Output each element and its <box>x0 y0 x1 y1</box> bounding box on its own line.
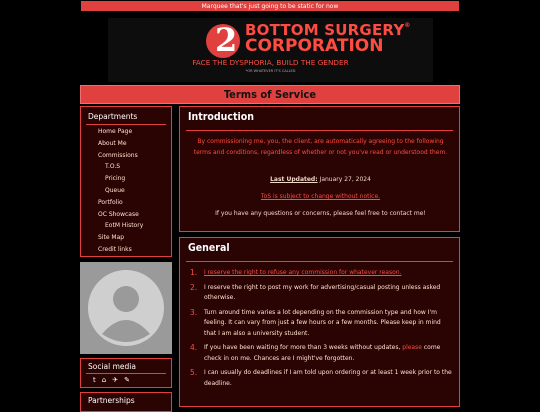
page-title: Terms of Service <box>80 85 460 104</box>
sidebar-item-site-map[interactable]: Site Map <box>98 234 125 242</box>
home-icon[interactable]: ⌂ <box>101 376 113 384</box>
list-item <box>190 368 452 389</box>
list-item <box>190 343 452 364</box>
general-terms-list <box>190 268 452 389</box>
avatar-placeholder-icon <box>80 262 172 354</box>
fine-print: *OR WHATEVER IT'S CALLED <box>245 69 296 73</box>
divider <box>86 124 166 125</box>
sidebar-item-home-page[interactable]: Home Page <box>98 128 133 135</box>
brand-name <box>245 23 411 55</box>
divider <box>86 373 166 374</box>
contact-text: If you have any questions or concerns, please feel free to contact me! <box>215 210 426 217</box>
brand-line2: CORPORATION <box>245 36 384 56</box>
social-media-panel <box>80 358 172 388</box>
sidebar-item-pricing[interactable]: Pricing <box>105 175 126 183</box>
tumblr-icon[interactable]: t <box>93 376 102 384</box>
item-text: I reserve the right to refuse any commission for whatever reason. <box>204 269 402 276</box>
introduction-title: Introduction <box>188 111 254 123</box>
sidebar-item-portfolio[interactable]: Portfolio <box>98 198 123 206</box>
list-item <box>190 268 452 279</box>
brush-icon[interactable]: ✎ <box>124 376 136 384</box>
departments-title: Departments <box>88 112 138 121</box>
sidebar-item-queue[interactable]: Queue <box>105 186 125 194</box>
header-banner[interactable] <box>108 18 433 82</box>
item-number: 2. <box>190 282 198 292</box>
item-text: If you have been waiting for more than 3 weeks without updates, <box>204 344 403 351</box>
partnerships-panel <box>80 392 172 412</box>
last-updated <box>190 175 451 186</box>
brand-line1: BOTTOM SURGERY <box>245 21 405 39</box>
introduction-panel <box>179 106 460 232</box>
change-notice: ToS is subject to change without notice. <box>260 193 381 200</box>
item-number: 3. <box>190 307 198 317</box>
item-text: Turn around time varies a lot depending on the commission type and how I'm feeling. It can vary from just a few hours or a few months. Please keep in mind that I am also a university student. <box>204 308 441 337</box>
departments-list <box>81 126 173 256</box>
divider <box>186 261 453 262</box>
list-item <box>190 308 452 340</box>
sidebar-item-about-me[interactable]: About Me <box>98 139 127 147</box>
social-title: Social media <box>88 362 136 371</box>
marquee: Marquee that's just going to be static for now <box>80 0 460 12</box>
item-text: I reserve the right to post my work for advertising/casual posting unless asked otherwise. <box>204 283 441 301</box>
last-updated-label: Last Updated: <box>270 176 318 183</box>
list-item <box>190 283 452 304</box>
logo-number: 2 <box>215 21 238 59</box>
sidebar-item-commissions[interactable]: Commissions <box>98 151 138 159</box>
highlight-text: please <box>402 344 422 351</box>
item-number: 4. <box>190 343 198 352</box>
sidebar-item-oc-showcase[interactable]: OC Showcase <box>98 210 139 218</box>
social-icons <box>93 376 136 384</box>
general-panel <box>179 237 460 407</box>
item-text: I can usually do deadlines if I am told upon ordering or at least 1 week prior to the deadline. <box>204 369 452 387</box>
general-title: General <box>188 242 230 254</box>
bird-icon[interactable]: ✈ <box>112 376 125 384</box>
trademark: ® <box>404 22 411 29</box>
avatar <box>80 262 172 354</box>
departments-panel <box>80 106 172 257</box>
divider <box>186 130 453 131</box>
slogan: FACE THE DYSPHORIA, BUILD THE GENDER <box>192 58 349 67</box>
sidebar-item-eotm-history[interactable]: EotM History <box>105 222 144 230</box>
partnerships-title: Partnerships <box>88 396 135 405</box>
item-number: 5. <box>190 368 198 377</box>
intro-paragraph: By commissioning me, you, the client, are automatically agreeing to the following terms and conditions, regardless of whether or not you've read or understood them. <box>193 138 448 156</box>
sidebar-item-t-o-s[interactable]: T.O.S <box>105 163 121 171</box>
last-updated-value: January 27, 2024 <box>319 176 371 183</box>
item-text: come check in on me. Chances are I might've forgotten. <box>204 344 441 362</box>
item-number: 1. <box>190 268 198 277</box>
sidebar-item-credit-links[interactable]: Credit links <box>98 245 132 253</box>
